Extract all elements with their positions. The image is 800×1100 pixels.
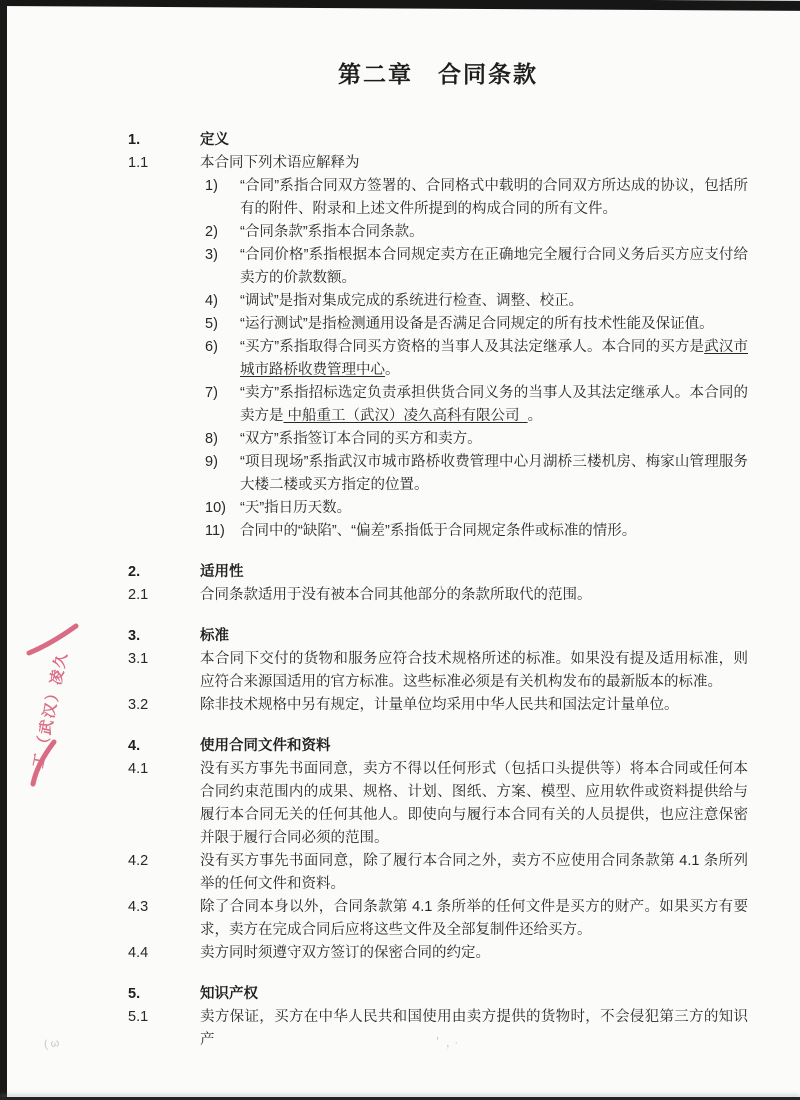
definition-item [200, 451, 748, 497]
text-segment: 合同中的“缺陷”、“偏差”系指低于合同规定条件或标准的情形。 [240, 523, 637, 539]
underlined-text: 中船重工（武汉）凌久高科有限公司 [283, 408, 528, 424]
item-number: 4) [205, 293, 218, 309]
clause-number: 3.1 [128, 651, 149, 667]
clause-body [200, 1006, 748, 1052]
definition-item [200, 290, 748, 313]
clause-number: 4.4 [128, 945, 149, 961]
section [128, 625, 748, 717]
item-number: 7) [205, 385, 218, 401]
section-title: 使用合同文件和资料 [200, 738, 331, 754]
document-body [128, 129, 748, 1052]
pencil-mark-bottom-left: ( ω [43, 1036, 61, 1052]
text-segment: “双方”系指签订本合同的买方和卖方。 [240, 431, 482, 447]
seal-text: 工（武汉）凌久 [29, 649, 72, 770]
clause [128, 758, 748, 850]
section-heading [128, 983, 748, 1006]
item-number: 8) [205, 431, 218, 447]
item-number: 2) [205, 224, 218, 240]
clause-number: 2.1 [128, 587, 149, 603]
text-segment: “合同条款”系指本合同条款。 [240, 224, 424, 240]
section-title: 知识产权 [200, 986, 258, 1002]
item-text [240, 382, 748, 428]
chapter-title: 第二章 合同条款 [338, 61, 538, 87]
scan-edge-left [0, 0, 7, 1100]
definition-item [200, 520, 748, 543]
item-number: 3) [205, 247, 218, 263]
seal-arc-top [29, 626, 76, 653]
section-number: 1. [128, 132, 141, 148]
section [128, 735, 748, 965]
clause-text [200, 942, 748, 965]
section-number: 2. [128, 564, 141, 580]
text-segment: 没有买方事先书面同意，除了履行本合同之外，卖方不应使用合同条款第 4.1 条所列举的任何文件和资料。 [200, 853, 748, 892]
clause-text [200, 758, 748, 850]
text-segment: “项目现场”系指武汉市城市路桥收费管理中心月湖桥三楼机房、梅家山管理服务大楼二楼或买方指定的位置。 [240, 454, 748, 493]
clause-number: 5.1 [128, 1009, 149, 1025]
item-number: 5) [205, 316, 218, 332]
item-number: 1) [205, 178, 218, 194]
clause-text [200, 648, 748, 694]
item-text [240, 520, 748, 543]
clause-body [200, 648, 748, 694]
clause-text [200, 694, 748, 717]
item-text [240, 313, 748, 336]
text-segment: 。 [527, 408, 543, 424]
text-segment: “卖方”系指招标选定负责承担供货合同义务的当事人及其法定继承人。本合同的卖方是 [240, 385, 748, 424]
text-segment: 本合同下列术语应解释为 [200, 155, 360, 171]
clause [128, 942, 748, 965]
item-text [240, 290, 748, 313]
text-segment: “运行测试”是指检测通用设备是否满足合同规定的所有技术性能及保证值。 [240, 316, 714, 332]
clause-body [200, 694, 748, 717]
clause [128, 850, 748, 896]
red-seal-stamp [22, 620, 80, 788]
section-heading [128, 625, 748, 648]
text-segment: “买方”系指取得合同买方资格的当事人及其法定继承人。本合同的买方是 [240, 339, 705, 355]
clause-number: 4.3 [128, 899, 149, 915]
section-heading [128, 129, 748, 152]
document-area [7, 6, 800, 1097]
text-segment: 没有买方事先书面同意，卖方不得以任何形式（包括口头提供等）将本合同或任何本合同约束范围内的成果、规格、计划、图纸、方案、模型、应用软件或资料提供给与履行本合同无关的任何其他人。即使向与履行本合同有关的人员提供，也应注意保密并限于履行合同必须的范围。 [200, 761, 748, 846]
section [128, 561, 748, 607]
item-text [240, 244, 748, 290]
text-segment: “合同”系指合同双方签署的、合同格式中载明的合同双方所达成的协议，包括所有的附件、附录和上述文件所提到的构成合同的所有文件。 [240, 178, 748, 217]
item-text [240, 428, 748, 451]
text-segment: “调试”是指对集成完成的系统进行检查、调整、校正。 [240, 293, 584, 309]
section-number: 4. [128, 738, 141, 754]
text-segment: 本合同下交付的货物和服务应符合技术规格所述的标准。如果没有提及适用标准，则应符合来源国适用的官方标准。这些标准必须是有关机构发布的最新版本的标准。 [200, 651, 748, 690]
clause-text [200, 1006, 748, 1052]
clause [128, 152, 748, 543]
text-segment: 卖方同时须遵守双方签订的保密合同的约定。 [200, 945, 490, 961]
clause [128, 694, 748, 717]
item-text [240, 451, 748, 497]
section-number: 5. [128, 986, 141, 1002]
clause [128, 584, 748, 607]
clause-body [200, 152, 748, 543]
text-segment: 除了合同本身以外，合同条款第 4.1 条所举的任何文件是买方的财产。如果买方有要求，卖方在完成合同后应将这些文件及全部复制件还给买方。 [200, 899, 748, 938]
definition-item [200, 428, 748, 451]
item-number: 10) [205, 500, 226, 516]
definition-item [200, 175, 748, 221]
clause [128, 896, 748, 942]
section-title: 适用性 [200, 564, 244, 580]
section-title: 标准 [200, 628, 229, 644]
definition-item [200, 221, 748, 244]
section-title: 定义 [200, 132, 229, 148]
item-number: 6) [205, 339, 218, 355]
section-heading [128, 735, 748, 758]
item-text [240, 336, 748, 382]
section-heading [128, 561, 748, 584]
clause-text [200, 850, 748, 896]
clause-number: 4.1 [128, 761, 149, 777]
clause-number: 1.1 [128, 155, 149, 171]
text-segment: 。 [385, 362, 400, 378]
underlined-text: 武汉市城市路桥收费管理中心 [240, 339, 749, 378]
item-text [240, 175, 748, 221]
clause-body [200, 584, 748, 607]
clause [128, 648, 748, 694]
clause-text [200, 152, 748, 175]
clause-body [200, 758, 748, 850]
item-text [240, 497, 748, 520]
section-number: 3. [128, 628, 141, 644]
clause-number: 3.2 [128, 697, 149, 713]
definition-item [200, 382, 748, 428]
clause-number: 4.2 [128, 853, 149, 869]
definition-item [200, 313, 748, 336]
clause-body [200, 942, 748, 965]
text-segment: “合同价格”系指根据本合同规定卖方在正确地完全履行合同义务后买方应支付给卖方的价款数额。 [240, 247, 748, 286]
clause-text [200, 584, 748, 607]
item-text [240, 221, 748, 244]
definition-item [200, 244, 748, 290]
text-segment: 除非技术规格中另有规定，计量单位均采用中华人民共和国法定计量单位。 [200, 697, 679, 713]
text-segment: 卖方保证，买方在中华人民共和国使用由卖方提供的货物时，不会侵犯第三方的知识产 [200, 1009, 748, 1048]
clause-body [200, 850, 748, 896]
pencil-mark-bottom-right: ＇，· [432, 1037, 462, 1049]
definition-item [200, 336, 748, 382]
definition-item [200, 497, 748, 520]
text-segment: 合同条款适用于没有被本合同其他部分的条款所取代的范围。 [200, 587, 592, 603]
item-number: 9) [205, 454, 218, 470]
clause-body [200, 896, 748, 942]
section [128, 129, 748, 543]
text-segment: “天”指日历天数。 [240, 500, 352, 516]
clause-text [200, 896, 748, 942]
item-number: 11) [205, 523, 225, 539]
